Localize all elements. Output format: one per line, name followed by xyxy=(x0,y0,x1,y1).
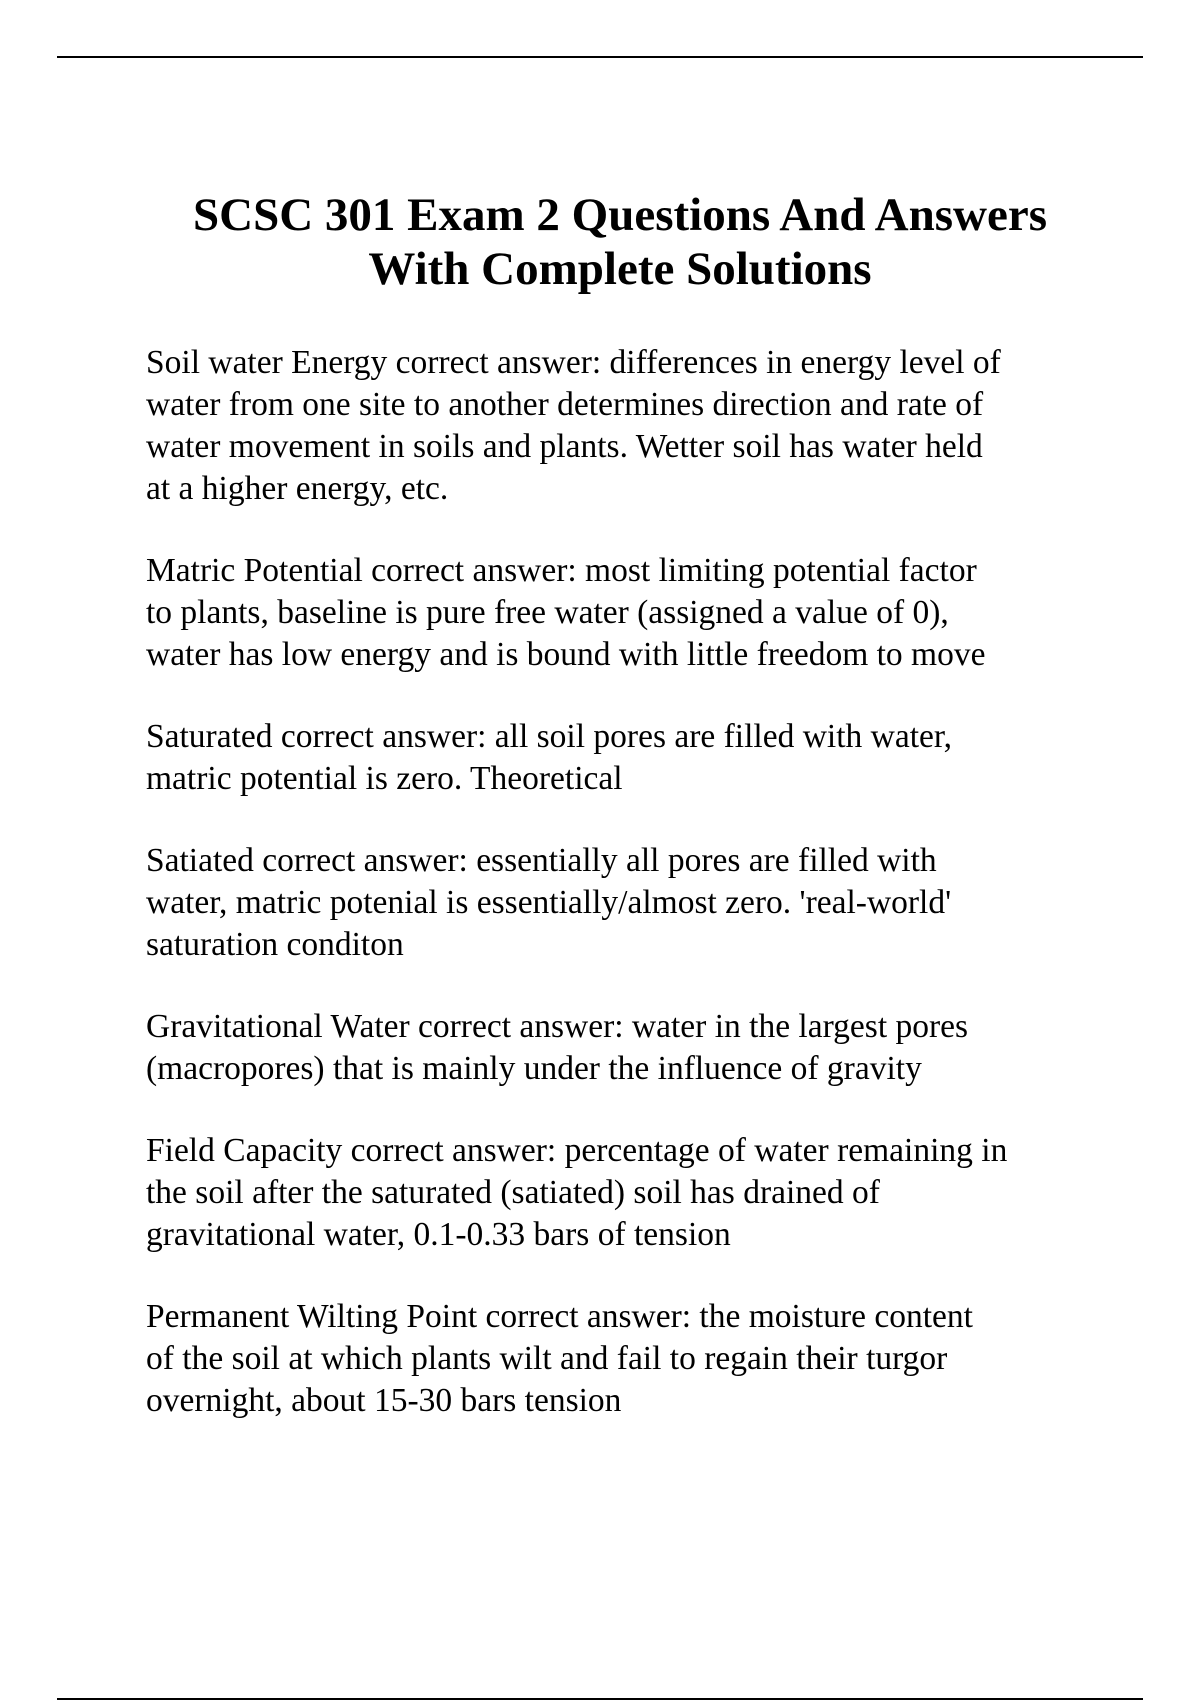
entry-line: matric potential is zero. Theoretical xyxy=(146,760,623,797)
title-line: SCSC 301 Exam 2 Questions And Answers xyxy=(192,189,1047,241)
qa-entry-satiated xyxy=(146,840,1106,966)
qa-entry-permanent-wilting-point xyxy=(146,1296,1106,1422)
entry-line: Satiated correct answer: essentially all pores are filled with xyxy=(146,842,937,879)
qa-entry-soil-water-energy xyxy=(146,342,1106,510)
qa-entry-gravitational-water xyxy=(146,1006,1106,1090)
entry-line: the soil after the saturated (satiated) soil has drained of xyxy=(146,1174,880,1211)
qa-list xyxy=(146,342,1106,1462)
title-line: With Complete Solutions xyxy=(368,243,872,295)
entry-line: Soil water Energy correct answer: differences in energy level of xyxy=(146,344,1001,381)
top-rule xyxy=(57,56,1143,58)
entry-line: Gravitational Water correct answer: water in the largest pores xyxy=(146,1008,969,1045)
qa-entry-field-capacity xyxy=(146,1130,1106,1256)
entry-line: to plants, baseline is pure free water (assigned a value of 0), xyxy=(146,594,949,631)
entry-line: (macropores) that is mainly under the influence of gravity xyxy=(146,1050,922,1087)
entry-line: Saturated correct answer: all soil pores are filled with water, xyxy=(146,718,953,755)
entry-line: Matric Potential correct answer: most limiting potential factor xyxy=(146,552,977,589)
entry-line: gravitational water, 0.1-0.33 bars of tension xyxy=(146,1216,731,1253)
entry-line: overnight, about 15-30 bars tension xyxy=(146,1382,622,1419)
entry-line: of the soil at which plants wilt and fail to regain their turgor xyxy=(146,1340,948,1377)
entry-line: Field Capacity correct answer: percentage of water remaining in xyxy=(146,1132,1008,1169)
entry-line: water movement in soils and plants. Wetter soil has water held xyxy=(146,428,983,465)
entry-line: saturation conditon xyxy=(146,926,404,963)
entry-line: water has low energy and is bound with little freedom to move xyxy=(146,636,986,673)
entry-line: water, matric potenial is essentially/almost zero. 'real-world' xyxy=(146,884,952,921)
qa-entry-saturated xyxy=(146,716,1106,800)
entry-line: at a higher energy, etc. xyxy=(146,470,449,507)
document-title xyxy=(100,188,1140,296)
entry-line: Permanent Wilting Point correct answer: the moisture content xyxy=(146,1298,973,1335)
entry-line: water from one site to another determines direction and rate of xyxy=(146,386,984,423)
qa-entry-matric-potential xyxy=(146,550,1106,676)
